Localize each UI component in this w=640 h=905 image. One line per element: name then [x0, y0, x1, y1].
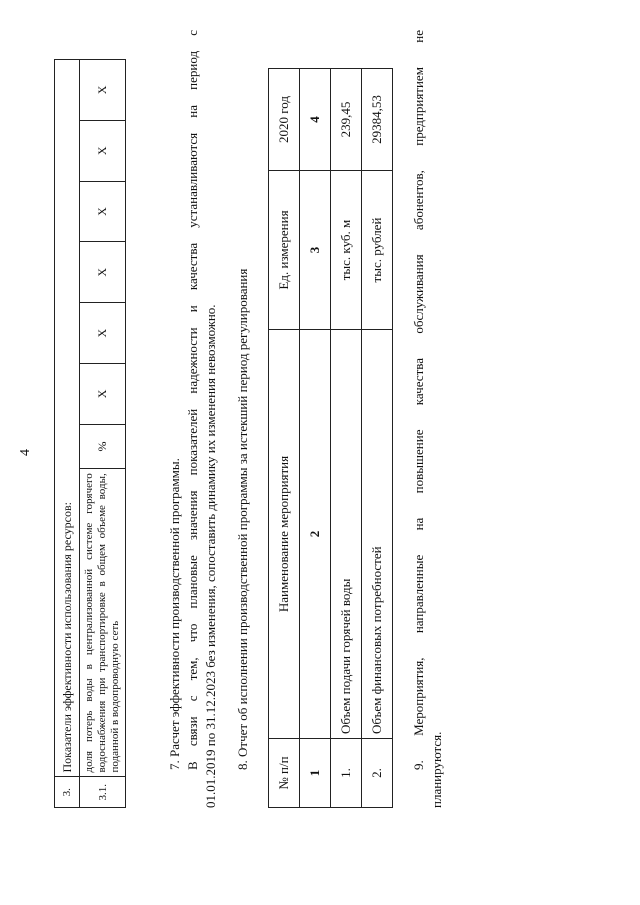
indicator-value: Х: [80, 303, 126, 364]
table-row: [55, 60, 80, 808]
section8-heading: 8. Отчет об исполнении производственной программы за истекший период регулирования: [235, 268, 250, 770]
indicator-name: доля потерь воды в централизованной системе горячего водоснабжения при транспортировке в общем объеме воды, поданной в водопроводную сеть: [80, 469, 126, 777]
table-row: [80, 60, 126, 808]
indicator-unit: %: [80, 424, 126, 469]
column-header: Наименование мероприятия: [269, 330, 300, 739]
indicator-value: Х: [80, 120, 126, 181]
row-name: Объем подачи горячей воды: [331, 330, 362, 739]
report-table: [268, 68, 393, 808]
section-number: 3.: [55, 777, 80, 808]
section9-text-line1: 9. Мероприятия, направленные на повышение качества обслуживания абонентов, предприятием не: [411, 30, 426, 770]
section-title: Показатели эффективности использования ресурсов:: [55, 60, 80, 778]
row-name: Объем финансовых потребностей: [362, 330, 393, 739]
column-index: 4: [300, 69, 331, 171]
table-row: [331, 69, 362, 808]
indicator-value: Х: [80, 242, 126, 303]
row-unit: тыс. куб. м: [331, 171, 362, 330]
row-value: 29384,53: [362, 69, 393, 171]
table-row: [362, 69, 393, 808]
column-index: 1: [300, 739, 331, 808]
table-header-row: [269, 69, 300, 808]
column-header: 2020 год: [269, 69, 300, 171]
indicator-value: Х: [80, 181, 126, 242]
indicators-table: [54, 59, 126, 808]
section7-text-line2: 01.01.2019 по 31.12.2023 без изменения, сопоставить динамику их изменения невозможно.: [203, 304, 218, 808]
column-header: Ед. измерения: [269, 171, 300, 330]
table-index-row: [300, 69, 331, 808]
row-unit: тыс. рублей: [362, 171, 393, 330]
section7-heading: 7. Расчет эффективности производственной программы.: [167, 458, 182, 770]
row-number: 1.: [331, 739, 362, 808]
row-number: 3.1.: [80, 777, 126, 808]
row-number: 2.: [362, 739, 393, 808]
section7-text-line1: В связи с тем, что плановые значения показателей надежности и качества устанавливаются на период с: [185, 30, 200, 770]
column-header: № п/п: [269, 739, 300, 808]
indicator-value: Х: [80, 60, 126, 121]
column-index: 3: [300, 171, 331, 330]
section9-text-line2: планируются.: [429, 731, 444, 808]
column-index: 2: [300, 330, 331, 739]
row-value: 239,45: [331, 69, 362, 171]
indicator-value: Х: [80, 364, 126, 425]
page-number: 4: [18, 449, 33, 456]
